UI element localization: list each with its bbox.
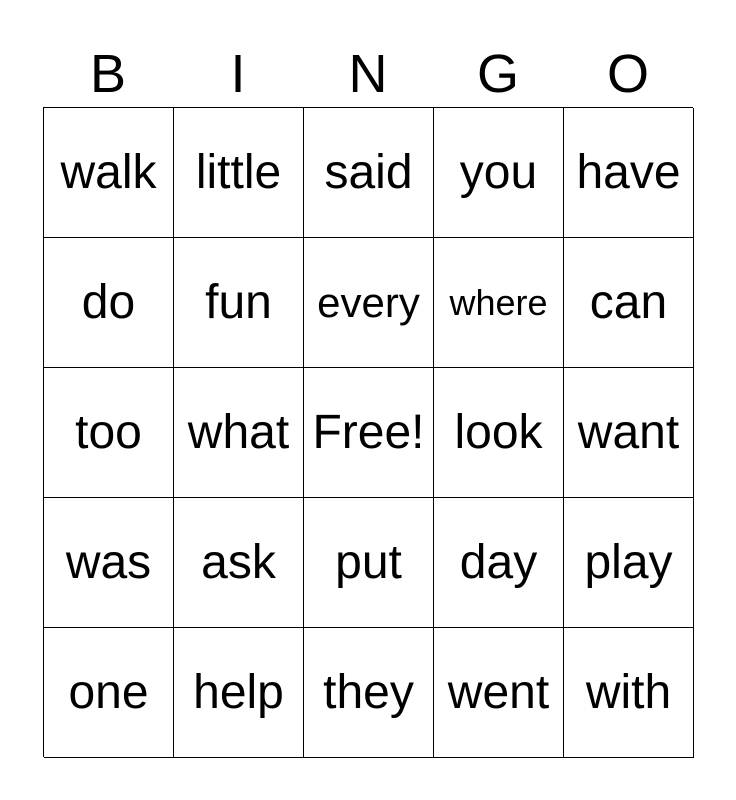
header-letter-i: I <box>230 44 246 104</box>
header-letter-o: O <box>606 44 649 104</box>
bingo-cell-r1-c3[interactable]: said <box>304 108 434 238</box>
bingo-cell-r1-c5[interactable]: have <box>564 108 694 238</box>
bingo-cell-r5-c2[interactable]: help <box>174 628 304 758</box>
bingo-cell-r4-c5[interactable]: play <box>564 498 694 628</box>
bingo-cell-r3-c5[interactable]: want <box>564 368 694 498</box>
bingo-cell-r1-c2[interactable]: little <box>174 108 304 238</box>
free-space-cell[interactable]: Free! <box>304 368 434 498</box>
bingo-cell-r5-c5[interactable]: with <box>564 628 694 758</box>
bingo-cell-r4-c4[interactable]: day <box>434 498 564 628</box>
bingo-cell-r1-c4[interactable]: you <box>434 108 564 238</box>
bingo-cell-r5-c1[interactable]: one <box>44 628 174 758</box>
bingo-cell-r4-c3[interactable]: put <box>304 498 434 628</box>
bingo-cell-r5-c4[interactable]: went <box>434 628 564 758</box>
header-letter-b: B <box>89 44 127 104</box>
bingo-cell-r4-c1[interactable]: was <box>44 498 174 628</box>
bingo-cell-r3-c1[interactable]: too <box>44 368 174 498</box>
bingo-cell-r2-c4[interactable]: where <box>434 238 564 368</box>
bingo-cell-r3-c4[interactable]: look <box>434 368 564 498</box>
bingo-cell-r2-c1[interactable]: do <box>44 238 174 368</box>
bingo-cell-r4-c2[interactable]: ask <box>174 498 304 628</box>
bingo-cell-r5-c3[interactable]: they <box>304 628 434 758</box>
bingo-board <box>43 107 693 757</box>
bingo-cell-r2-c3[interactable]: every <box>304 238 434 368</box>
bingo-cell-r3-c2[interactable]: what <box>174 368 304 498</box>
bingo-cell-r2-c5[interactable]: can <box>564 238 694 368</box>
header-letter-g: G <box>476 44 519 104</box>
bingo-header <box>43 38 693 108</box>
bingo-cell-r1-c1[interactable]: walk <box>44 108 174 238</box>
bingo-cell-r2-c2[interactable]: fun <box>174 238 304 368</box>
header-letter-n: N <box>348 44 388 104</box>
